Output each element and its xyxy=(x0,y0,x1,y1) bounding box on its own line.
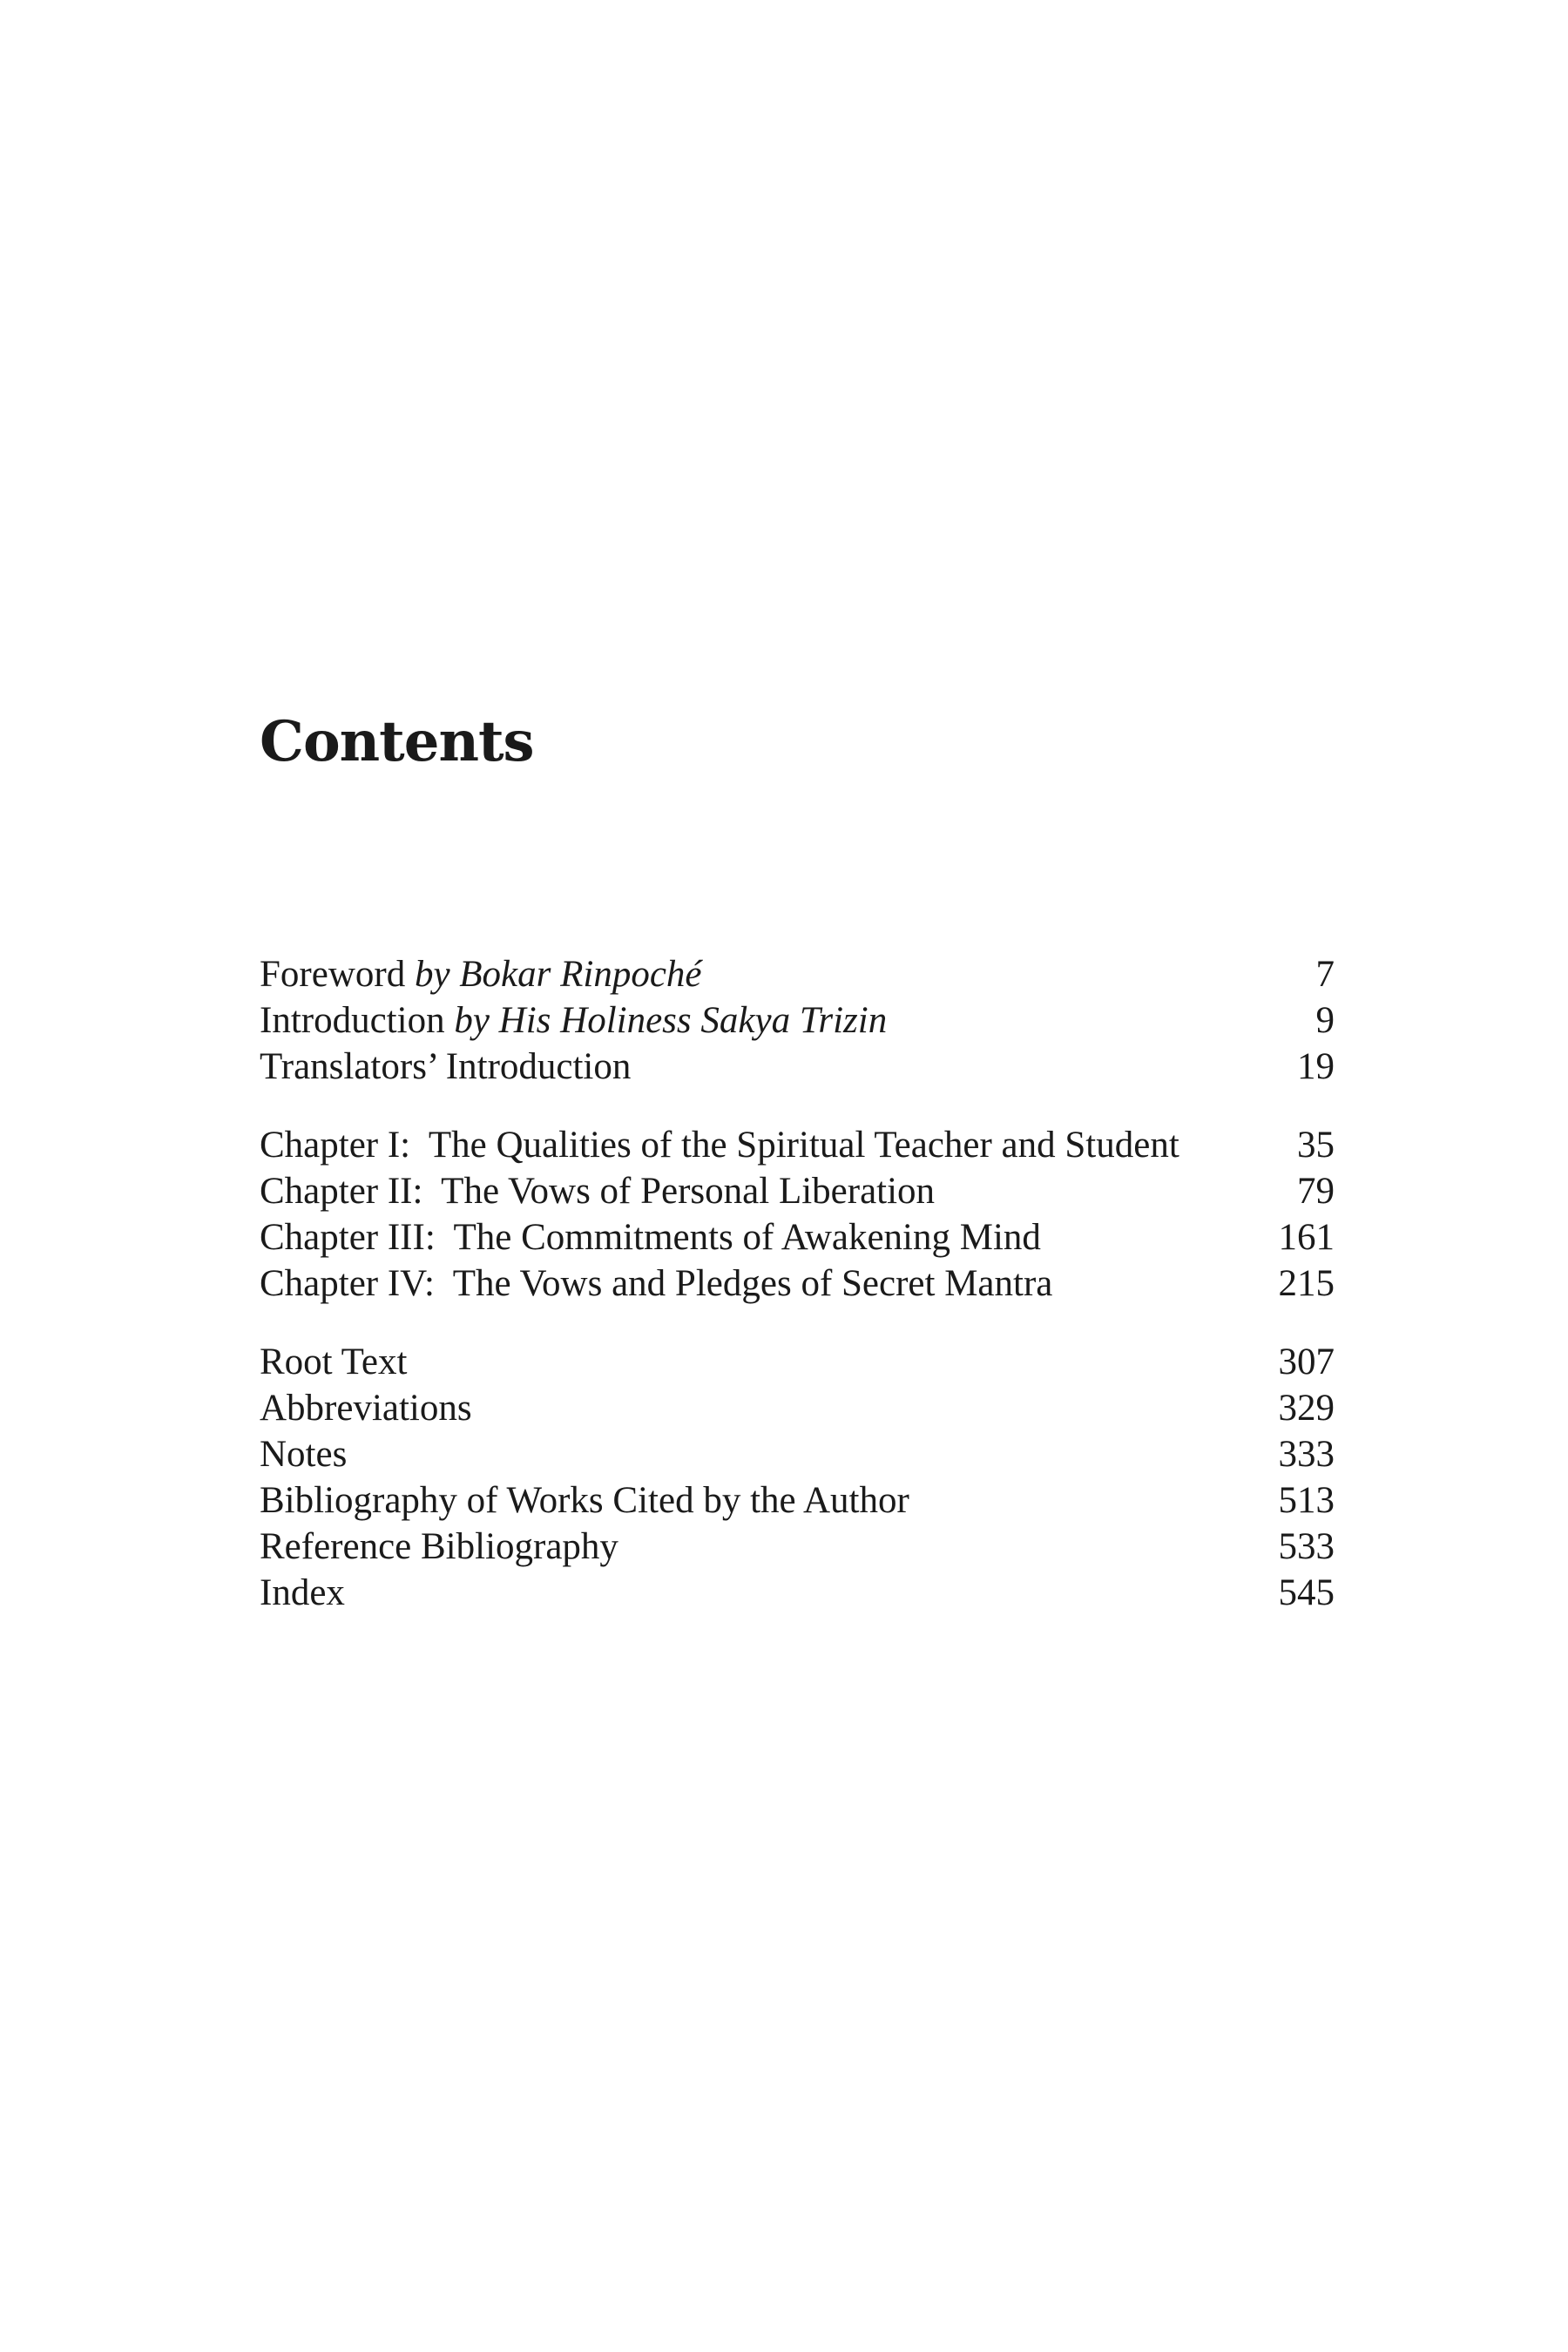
page-title: Contents xyxy=(260,709,534,774)
toc-group-back-matter xyxy=(260,1339,1335,1616)
toc-group-front-matter xyxy=(260,951,1335,1090)
toc-entry-title: Bibliography of Works Cited by the Author xyxy=(260,1480,909,1521)
toc-entry-page-number: 161 xyxy=(1278,1217,1335,1258)
toc-entry-notes[interactable] xyxy=(260,1431,1335,1477)
toc-entry-reference-bibliography[interactable] xyxy=(260,1524,1335,1570)
toc-entry-title: Index xyxy=(260,1572,345,1613)
toc-entry-page-number: 307 xyxy=(1278,1342,1335,1382)
toc-entry-title: Foreword xyxy=(260,954,406,995)
toc-entry-page-number: 333 xyxy=(1278,1434,1335,1475)
toc-entry-page-number: 35 xyxy=(1297,1125,1335,1166)
toc-entry-title: Chapter I: The Qualities of the Spiritual Teacher and Student xyxy=(260,1125,1179,1166)
table-of-contents xyxy=(260,951,1335,1616)
toc-entry-title: Abbreviations xyxy=(260,1388,472,1429)
toc-entry-translators-introduction[interactable] xyxy=(260,1044,1335,1090)
toc-entry-page-number: 329 xyxy=(1278,1388,1335,1429)
toc-entry-root-text[interactable] xyxy=(260,1339,1335,1385)
toc-entry-attribution: by His Holiness Sakya Trizin xyxy=(454,1000,888,1041)
toc-entry-page-number: 533 xyxy=(1278,1526,1335,1567)
toc-entry-attribution: by Bokar Rinpoché xyxy=(414,954,702,995)
toc-entry-title: Chapter III: The Commitments of Awakening Mind xyxy=(260,1217,1041,1258)
toc-entry-chapter-2[interactable] xyxy=(260,1168,1335,1214)
toc-entry-page-number: 513 xyxy=(1278,1480,1335,1521)
toc-entry-page-number: 215 xyxy=(1278,1263,1335,1304)
toc-entry-title: Translators’ Introduction xyxy=(260,1046,632,1087)
toc-entry-title: Chapter II: The Vows of Personal Liberation xyxy=(260,1171,936,1212)
toc-entry-chapter-3[interactable] xyxy=(260,1214,1335,1260)
toc-entry-title: Introduction xyxy=(260,1000,445,1041)
toc-entry-index[interactable] xyxy=(260,1570,1335,1616)
toc-entry-chapter-4[interactable] xyxy=(260,1260,1335,1307)
toc-entry-page-number: 545 xyxy=(1278,1572,1335,1613)
toc-entry-page-number: 9 xyxy=(1315,1000,1335,1041)
toc-entry-page-number: 79 xyxy=(1297,1171,1335,1212)
toc-entry-title: Reference Bibliography xyxy=(260,1526,618,1567)
toc-entry-page-number: 7 xyxy=(1315,954,1335,995)
toc-entry-page-number: 19 xyxy=(1297,1046,1335,1087)
toc-entry-chapter-1[interactable] xyxy=(260,1122,1335,1168)
toc-entry-title: Chapter IV: The Vows and Pledges of Secret Mantra xyxy=(260,1263,1053,1304)
toc-entry-bibliography-works-cited[interactable] xyxy=(260,1477,1335,1524)
toc-entry-foreword[interactable] xyxy=(260,951,1335,997)
toc-entry-introduction[interactable] xyxy=(260,997,1335,1044)
toc-entry-title: Notes xyxy=(260,1434,348,1475)
toc-entry-abbreviations[interactable] xyxy=(260,1385,1335,1431)
toc-entry-title: Root Text xyxy=(260,1342,408,1382)
toc-group-chapters xyxy=(260,1122,1335,1307)
